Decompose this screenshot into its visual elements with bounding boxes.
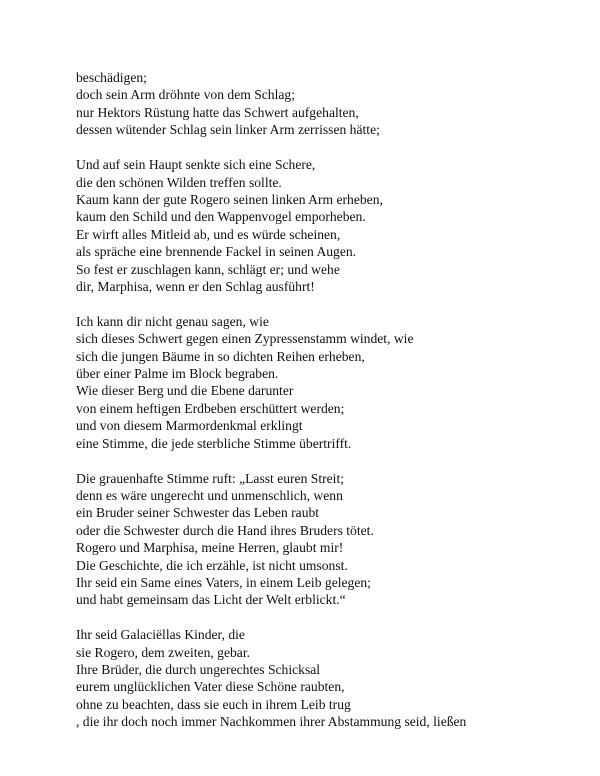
poem-line: doch sein Arm dröhnte von dem Schlag; <box>76 87 295 103</box>
poem-line: beschädigen; <box>76 70 147 85</box>
stanza-5 <box>76 626 576 730</box>
stanza-4 <box>76 470 576 609</box>
poem-line: kaum den Schild und den Wappenvogel emporheben. <box>76 209 366 225</box>
stanza-1 <box>76 69 576 139</box>
poem-line: Ich kann dir nicht genau sagen, wie <box>76 313 269 329</box>
poem-line: Kaum kann der gute Rogero seinen linken Arm erheben, <box>76 191 383 207</box>
poem-line: So fest er zuschlagen kann, schlägt er; und wehe <box>76 261 340 277</box>
poem-line: ein Bruder seiner Schwester das Leben raubt <box>76 505 320 521</box>
poem-line: von einem heftigen Erdbeben erschüttert werden; <box>76 400 345 416</box>
poem-line: dir, Marphisa, wenn er den Schlag ausführt! <box>76 278 315 294</box>
poem-line: Und auf sein Haupt senkte sich eine Schere, <box>76 157 316 173</box>
poem-line: Ihr seid Galaciëllas Kinder, die <box>76 627 245 643</box>
poem-line: Ihr seid ein Same eines Vaters, in einem Leib gelegen; <box>76 574 371 590</box>
poem-line: Er wirft alles Mitleid ab, und es würde scheinen, <box>76 226 341 242</box>
poem-text <box>76 69 576 748</box>
poem-line: Die Geschichte, die ich erzähle, ist nicht umsonst. <box>76 557 348 573</box>
poem-line: , die ihr doch noch immer Nachkommen ihrer Abstammung seid, ließen <box>76 714 467 730</box>
poem-line: sich die jungen Bäume in so dichten Reihen erheben, <box>76 348 365 364</box>
poem-line: und habt gemeinsam das Licht der Welt erblickt.“ <box>76 592 346 608</box>
poem-line: sie Rogero, dem zweiten, gebar. <box>76 644 251 660</box>
poem-line: dessen wütender Schlag sein linker Arm zerrissen hätte; <box>76 122 380 138</box>
poem-line: Rogero und Marphisa, meine Herren, glaubt mir! <box>76 540 344 556</box>
poem-line: eurem unglücklichen Vater diese Schöne raubten, <box>76 679 345 695</box>
poem-line: die den schönen Wilden treffen sollte. <box>76 174 282 190</box>
poem-line: ohne zu beachten, dass sie euch in ihrem Leib trug <box>76 696 351 712</box>
poem-line: als spräche eine brennende Fackel in seinen Augen. <box>76 244 357 260</box>
poem-line: oder die Schwester durch die Hand ihres Bruders tötet. <box>76 522 374 538</box>
poem-line: sich dieses Schwert gegen einen Zypressenstamm windet, wie <box>76 331 414 347</box>
poem-line: nur Hektors Rüstung hatte das Schwert aufgehalten, <box>76 104 359 120</box>
poem-line: und von diesem Marmordenkmal erklingt <box>76 418 303 434</box>
poem-line: Wie dieser Berg und die Ebene darunter <box>76 383 294 399</box>
poem-line: über einer Palme im Block begraben. <box>76 366 279 382</box>
poem-line: denn es wäre ungerecht und unmenschlich, wenn <box>76 487 343 503</box>
poem-line: eine Stimme, die jede sterbliche Stimme übertrifft. <box>76 435 352 451</box>
poem-line: Ihre Brüder, die durch ungerechtes Schicksal <box>76 662 321 678</box>
stanza-3 <box>76 313 576 452</box>
stanza-2 <box>76 156 576 295</box>
poem-line: Die grauenhafte Stimme ruft: „Lasst euren Streit; <box>76 470 345 486</box>
